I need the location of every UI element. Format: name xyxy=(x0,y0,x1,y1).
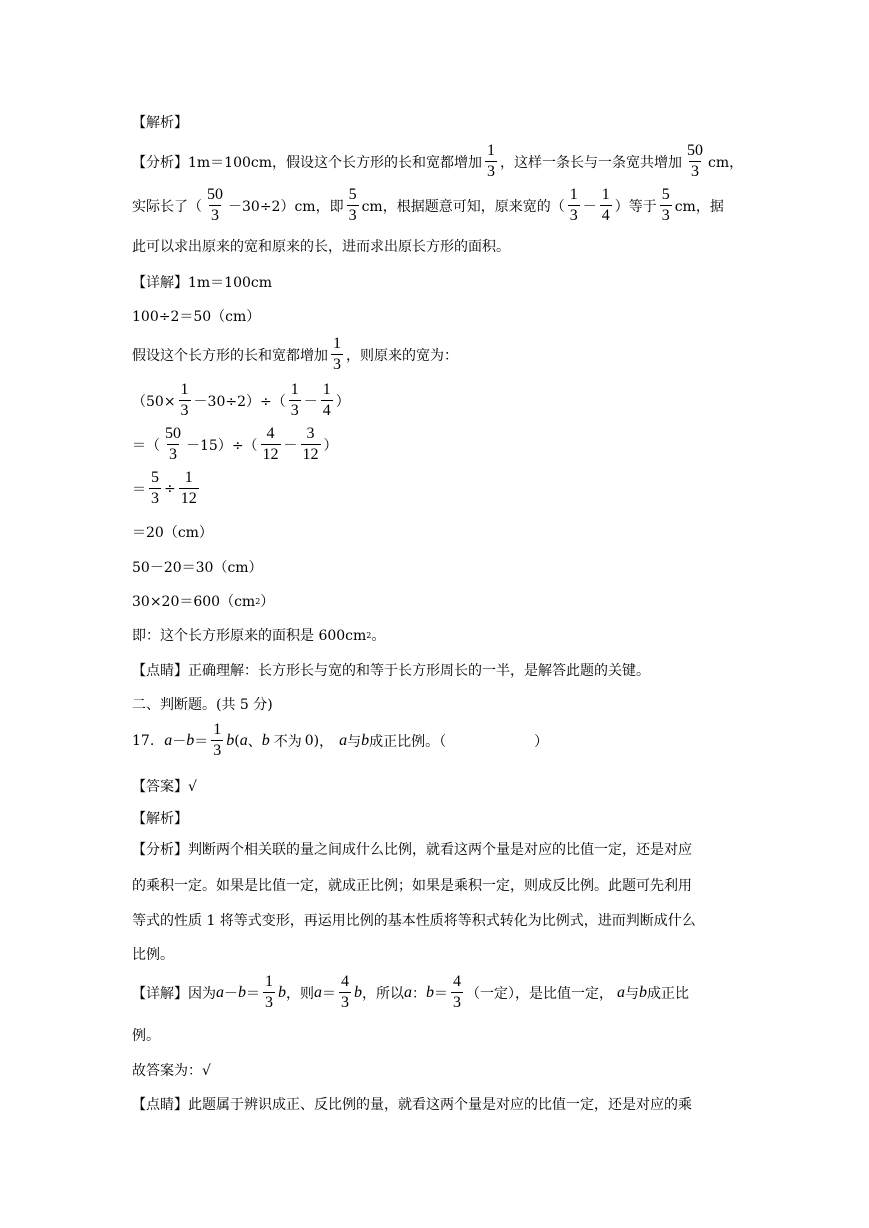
text-span: ( xyxy=(234,732,240,749)
text-span: 3 xyxy=(691,163,700,180)
text-span: ＝20（cm） xyxy=(132,525,213,541)
fraction xyxy=(163,426,183,463)
text-span: 【点睛】正确理解：长方形长与宽的和等于长方形周长的一半，是解答此题的关键。 xyxy=(132,663,650,679)
text-span: 实际长了（ xyxy=(132,198,202,215)
text-span: 1 xyxy=(322,381,331,398)
text-span: b xyxy=(238,983,246,1001)
text-span: b xyxy=(354,983,362,1001)
text-span: 50 xyxy=(207,186,223,203)
text-span: 30×20＝600（cm xyxy=(132,594,256,610)
text-span: b xyxy=(278,983,286,1001)
text-span: 【解析】 xyxy=(132,115,188,131)
text-span: 【分析】判断两个相关联的量之间成什么比例，就看这两个量是对应的比值一定，还是对应 xyxy=(132,842,692,858)
text-span: 3 xyxy=(661,207,670,224)
text-span: 二、判断题。(共 5 分) xyxy=(132,697,273,713)
text-span: ） xyxy=(260,594,275,610)
text-span: 1 xyxy=(290,381,299,398)
fraction xyxy=(451,974,463,1011)
text-span: 1 xyxy=(601,186,610,203)
text-span: 与 xyxy=(347,733,362,750)
text-span: a xyxy=(239,731,248,749)
text-span: ） xyxy=(335,393,350,410)
text-span: ＝ xyxy=(194,733,209,750)
text-span: 3 xyxy=(180,402,189,419)
text-span: 12 xyxy=(302,446,319,463)
calc-line-6 xyxy=(132,591,274,611)
text-span: 3 xyxy=(341,994,349,1011)
text-span: b xyxy=(226,731,235,749)
calc-line-2 xyxy=(132,426,338,463)
analysis2-line-1 xyxy=(132,839,692,859)
text-span: ） xyxy=(323,437,338,454)
text-span: ＝ xyxy=(132,481,146,498)
fraction xyxy=(149,470,161,507)
calc-line-4 xyxy=(132,522,213,542)
text-span: ，所以 xyxy=(362,985,404,1002)
text-span: 5 xyxy=(661,186,670,203)
text-span: 【答案】√ xyxy=(132,779,197,795)
section-heading-analysis xyxy=(132,112,188,132)
text-span: 。 xyxy=(371,628,386,644)
text-span: 例。 xyxy=(132,1028,160,1044)
detail-line-3 xyxy=(132,336,458,373)
fraction xyxy=(600,187,612,224)
analysis-line-1 xyxy=(132,143,743,180)
text-span: 1 xyxy=(213,721,222,738)
text-span: 的乘积一定。如果是比值一定，就成正比例；如果是乘积一定，则成反比例。此题可先利用 xyxy=(132,878,692,894)
text-span: 3 xyxy=(306,425,315,442)
text-span: ，这样一条长与一条宽共增加 xyxy=(500,154,683,171)
text-span: a xyxy=(617,983,625,1001)
fraction xyxy=(301,426,321,463)
text-span: － xyxy=(172,733,187,750)
text-span: 0) xyxy=(304,732,320,749)
text-span: 17. xyxy=(132,732,155,749)
text-span: （50× xyxy=(132,393,176,410)
text-span: cm，据 xyxy=(674,198,724,215)
text-span: 5 xyxy=(348,186,357,203)
text-span: 4 xyxy=(341,973,349,990)
comment-line xyxy=(132,660,650,680)
text-span: 3 xyxy=(151,490,159,507)
text-span: 2 xyxy=(366,630,372,640)
text-span: 4 xyxy=(322,402,331,419)
text-span: 4 xyxy=(453,973,461,990)
text-span: ） xyxy=(534,733,549,750)
text-span: 成正比例。（ xyxy=(369,733,447,750)
text-span: a xyxy=(339,731,348,749)
text-span: 比例。 xyxy=(132,947,174,963)
fraction xyxy=(179,382,191,419)
text-span: 50 xyxy=(165,425,181,442)
comment2-line xyxy=(132,1094,692,1114)
text-span: ＝ xyxy=(434,985,448,1002)
fraction xyxy=(261,426,281,463)
text-span: a xyxy=(216,983,224,1001)
text-span: －30÷2）cm，即 xyxy=(228,198,344,215)
text-span: －30÷2）÷（ xyxy=(193,393,286,410)
text-span: 1 xyxy=(569,186,578,203)
text-span: b xyxy=(186,731,195,749)
question-17 xyxy=(132,722,548,759)
text-span: b xyxy=(639,983,647,1001)
fraction xyxy=(568,187,580,224)
text-span: 故答案为：√ xyxy=(132,1063,211,1079)
text-span: ÷ xyxy=(164,480,176,497)
detail-line-1 xyxy=(132,272,272,292)
fraction xyxy=(685,143,705,180)
text-span: 4 xyxy=(266,425,275,442)
text-span: ，则 xyxy=(286,985,314,1002)
text-span: 3 xyxy=(348,207,357,224)
text-span: b xyxy=(426,983,434,1001)
text-span: （一定），是比值一定， xyxy=(466,985,613,1002)
text-span: b xyxy=(361,731,370,749)
text-span: 2 xyxy=(255,596,261,606)
text-span: 即：这个长方形原来的面积是 600cm xyxy=(132,628,367,644)
text-span: － xyxy=(283,437,298,454)
analysis-line-2 xyxy=(132,187,724,224)
text-span: 与 xyxy=(625,985,639,1002)
text-span: 【详解】1m＝100cm xyxy=(132,275,273,291)
fraction xyxy=(660,187,672,224)
analysis-line-3 xyxy=(132,236,510,256)
analysis2-line-4 xyxy=(132,944,174,964)
text-span: 12 xyxy=(180,490,197,507)
text-span: 等式的性质 1 将等式变形，再运用比例的基本性质将等积式转化为比例式，进而判断成什么 xyxy=(132,913,696,929)
text-span: 12 xyxy=(262,446,279,463)
calc-line-5 xyxy=(132,557,263,577)
analysis2-line-2 xyxy=(132,875,692,895)
detail-line-2 xyxy=(132,306,260,326)
fraction xyxy=(205,187,225,224)
text-span: 1 xyxy=(333,335,341,352)
text-span: 5 xyxy=(151,469,159,486)
analysis2-line-3 xyxy=(132,910,696,930)
section-title-judgement xyxy=(132,694,273,714)
conclusion-line xyxy=(132,625,385,645)
text-span: 50－20＝30（cm） xyxy=(132,560,263,576)
text-span: 不为 xyxy=(273,733,302,750)
text-span: 3 xyxy=(211,207,219,224)
text-span: － xyxy=(582,198,597,215)
detail2-line-2 xyxy=(132,1025,160,1045)
text-span: 3 xyxy=(290,402,299,419)
fraction xyxy=(331,336,343,373)
text-span: 3 xyxy=(333,356,341,373)
text-span: 成正比 xyxy=(647,985,689,1002)
text-span: 3 xyxy=(265,994,273,1011)
text-span: 3 xyxy=(569,207,578,224)
text-span: a xyxy=(404,983,412,1001)
text-span: cm， xyxy=(708,154,744,171)
fraction xyxy=(347,187,359,224)
detail2-line-1 xyxy=(132,974,689,1011)
text-span: 3 xyxy=(213,742,222,759)
text-span: ＝（ xyxy=(132,437,160,454)
text-span: a xyxy=(314,983,322,1001)
text-span: a xyxy=(164,731,173,749)
answer-conclusion xyxy=(132,1060,211,1080)
text-span: 【详解】因为 xyxy=(132,985,216,1002)
text-span: － xyxy=(224,985,238,1002)
fraction xyxy=(179,470,199,507)
text-span: 1 xyxy=(180,381,189,398)
text-span: 50 xyxy=(687,142,704,159)
text-span: 、 xyxy=(247,733,262,750)
fraction xyxy=(321,382,333,419)
text-span: ）等于 xyxy=(614,198,657,215)
text-span: 3 xyxy=(169,446,177,463)
text-span: 100÷2＝50（cm） xyxy=(132,309,261,325)
text-span: ， xyxy=(319,733,334,750)
fraction xyxy=(289,382,301,419)
text-span: ： xyxy=(412,985,426,1002)
text-span: 【点睛】此题属于辨识成正、反比例的量，就看这两个量是对应的比值一定，还是对应的乘 xyxy=(132,1097,692,1113)
text-span: 3 xyxy=(453,994,461,1011)
fraction xyxy=(485,143,497,180)
answer-line xyxy=(132,776,197,796)
calc-line-3 xyxy=(132,470,202,507)
fraction xyxy=(211,722,223,759)
calc-line-1 xyxy=(132,382,350,419)
text-span: ＝ xyxy=(246,985,260,1002)
text-span: ＝ xyxy=(322,985,336,1002)
text-span: 【分析】1m＝100cm，假设这个长方形的长和宽都增加 xyxy=(132,154,483,171)
section-heading-analysis-2 xyxy=(132,808,188,828)
text-span: 此可以求出原来的宽和原来的长，进而求出原长方形的面积。 xyxy=(132,239,510,255)
text-span: 4 xyxy=(601,207,610,224)
fraction xyxy=(263,974,275,1011)
text-span: 3 xyxy=(487,163,496,180)
text-span: cm，根据题意可知，原来宽的（ xyxy=(361,198,565,215)
text-span: b xyxy=(261,731,270,749)
text-span: 假设这个长方形的长和宽都增加 xyxy=(132,347,328,364)
text-span: 1 xyxy=(184,469,193,486)
text-span: 【解析】 xyxy=(132,811,188,827)
text-span: 1 xyxy=(487,142,496,159)
text-span: － xyxy=(303,393,318,410)
text-span: 1 xyxy=(265,973,273,990)
text-span: ，则原来的宽为： xyxy=(346,347,458,364)
fraction xyxy=(339,974,351,1011)
text-span: －15）÷（ xyxy=(186,437,258,454)
